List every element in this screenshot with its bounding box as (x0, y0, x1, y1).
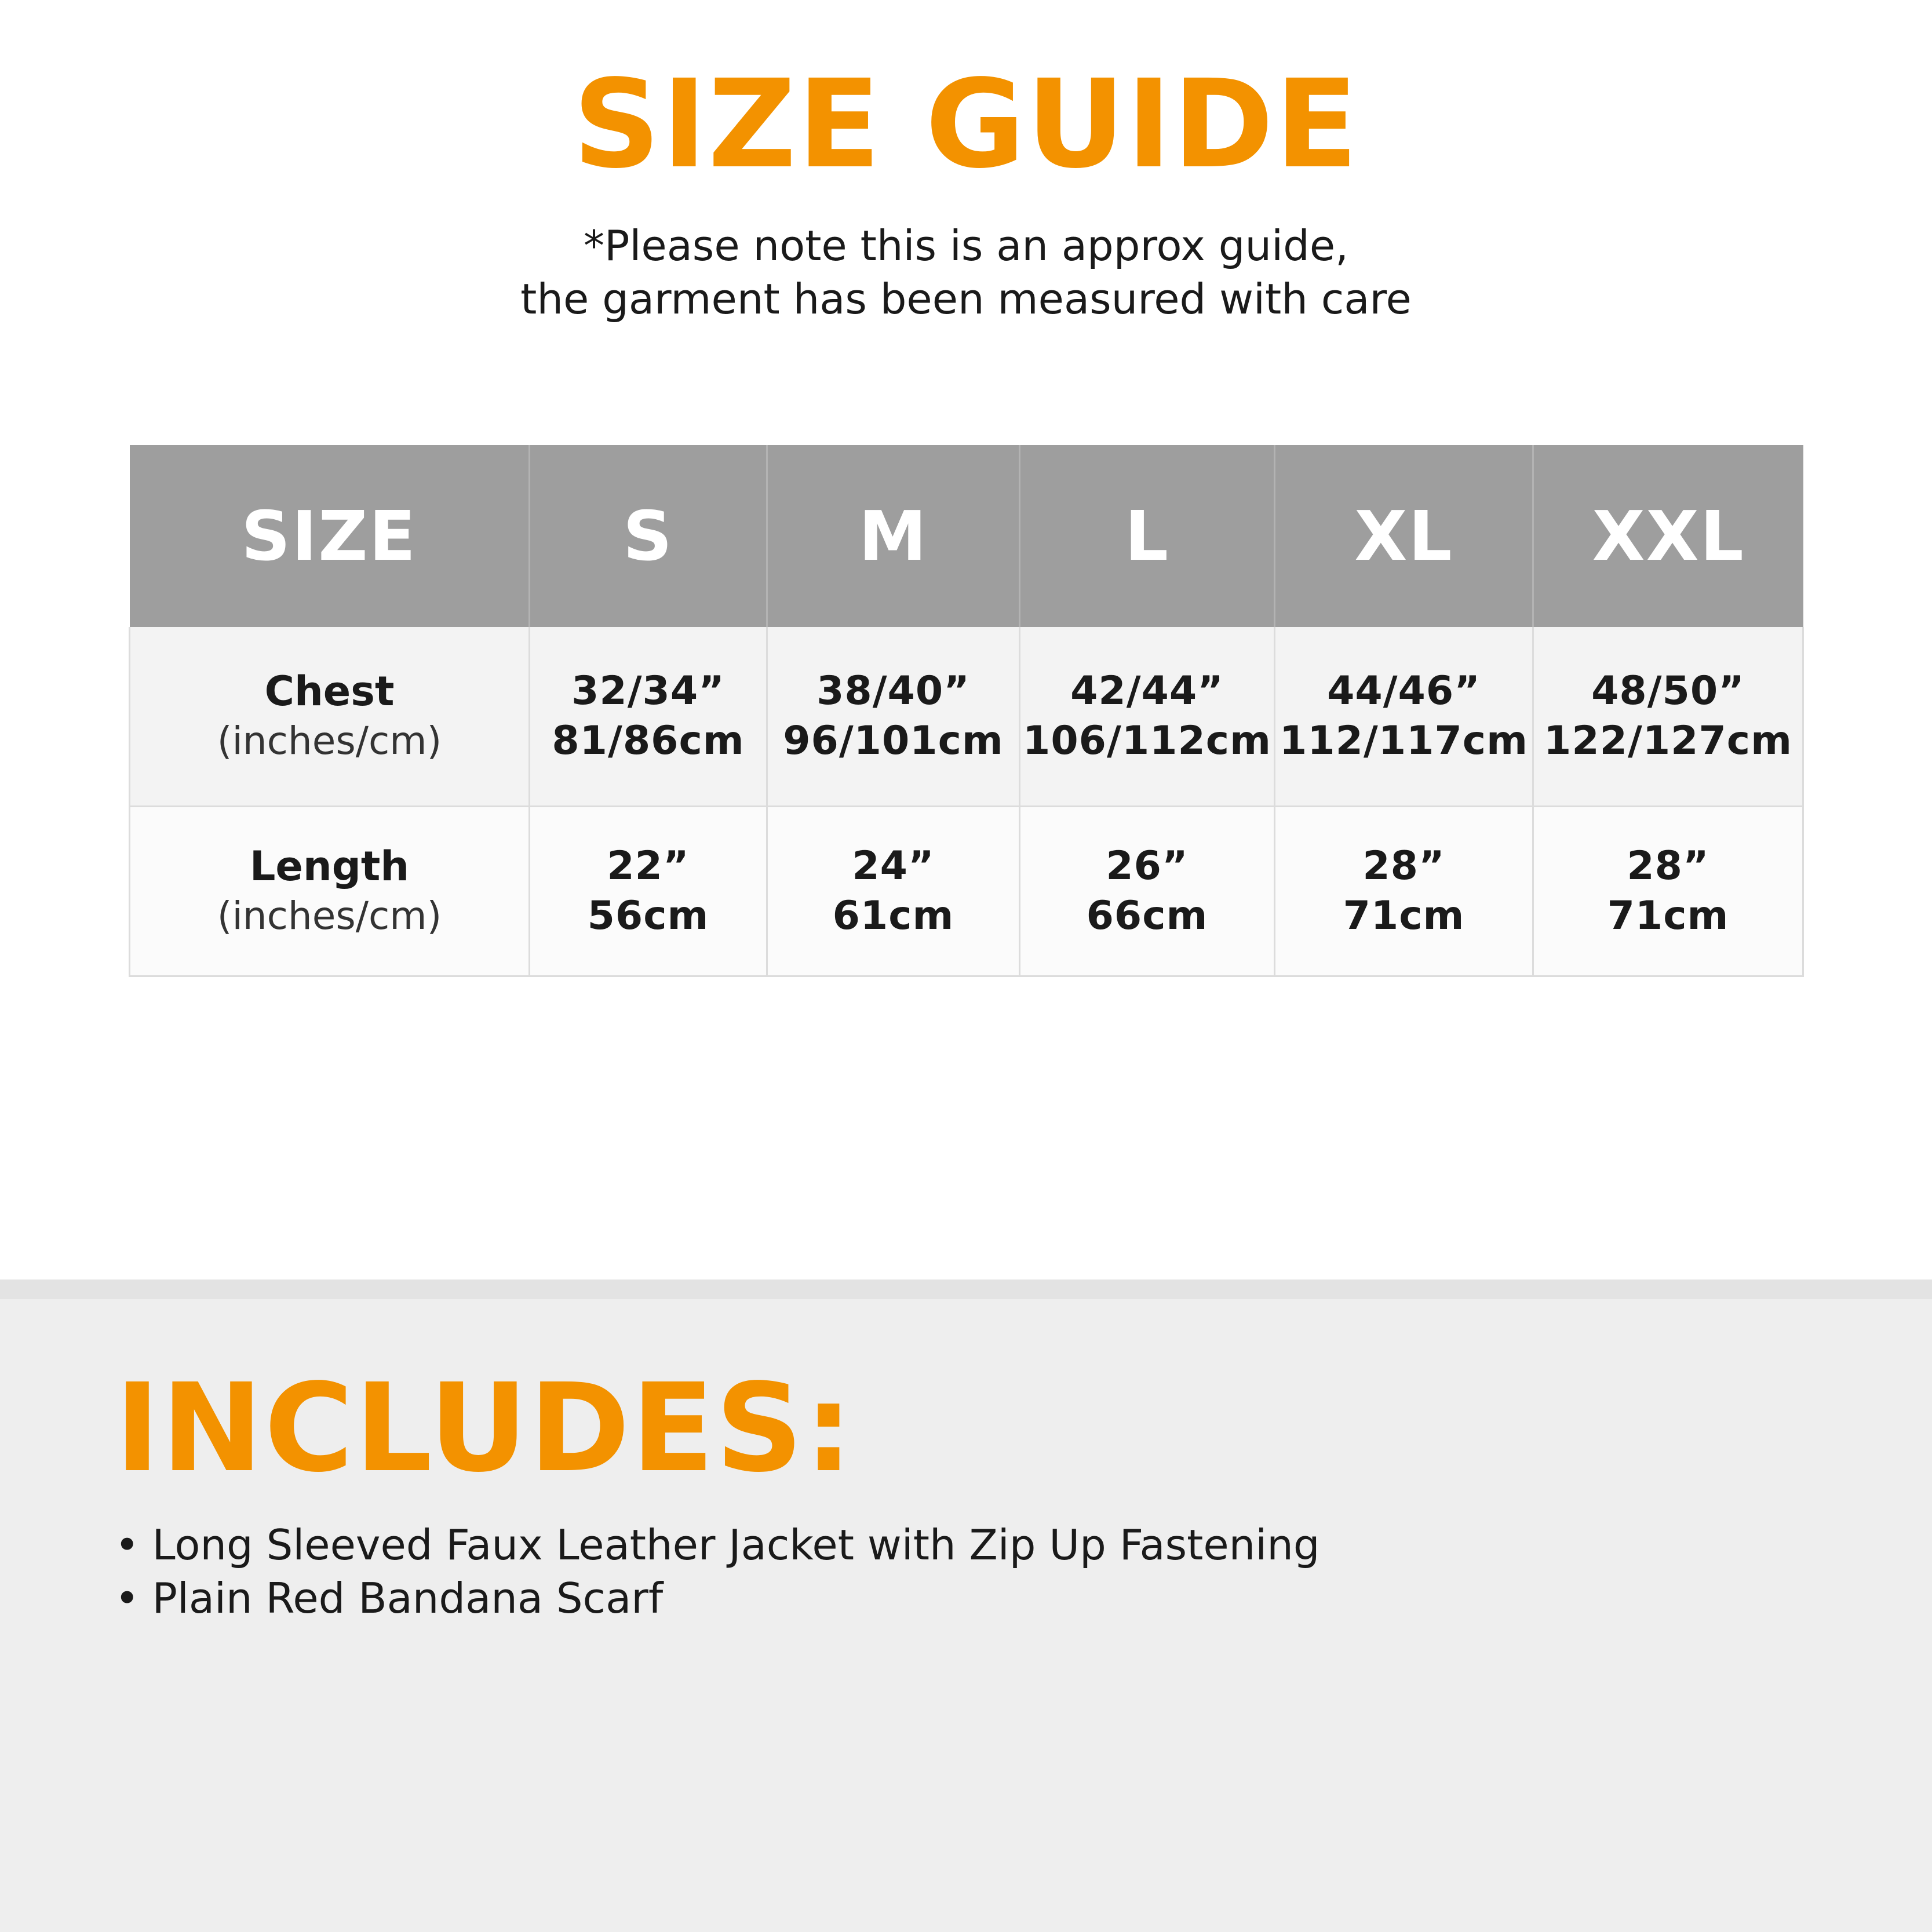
table-header-row (130, 445, 1803, 627)
includes-title: INCLUDES: (115, 1357, 854, 1499)
chest-s (530, 627, 767, 807)
row-label-chest (130, 627, 530, 807)
table-row-chest (130, 627, 1803, 807)
chest-xxl-inches: 48/50” (1591, 668, 1745, 714)
header-m: M (767, 445, 1020, 627)
chest-l-cm: 106/112cm (1023, 718, 1271, 764)
row-label: Length (249, 843, 410, 890)
length-m-cm: 61cm (832, 893, 954, 939)
header-size: SIZE (130, 445, 530, 627)
chest-xl-inches: 44/46” (1327, 668, 1481, 714)
length-xxl (1533, 807, 1803, 976)
header-xxl: XXL (1533, 445, 1803, 627)
row-label-length (130, 807, 530, 976)
chest-l (1020, 627, 1275, 807)
note-line-1: *Please note this is an approx guide, (583, 221, 1349, 270)
section-divider (0, 1280, 1932, 1299)
chest-m-inches: 38/40” (816, 668, 970, 714)
table-row-length (130, 807, 1803, 976)
length-l-cm: 66cm (1086, 893, 1208, 939)
chest-m (767, 627, 1020, 807)
length-xl (1275, 807, 1533, 976)
length-xxl-inches: 28” (1627, 843, 1709, 889)
length-l-inches: 26” (1106, 843, 1189, 889)
header-xl: XL (1275, 445, 1533, 627)
note-line-2: the garment has been measured with care (520, 275, 1412, 323)
chest-l-inches: 42/44” (1070, 668, 1224, 714)
length-xxl-cm: 71cm (1607, 893, 1729, 939)
row-unit: (inches/cm) (217, 894, 442, 938)
row-label: Chest (264, 668, 395, 715)
chest-m-cm: 96/101cm (783, 718, 1004, 764)
size-table (129, 445, 1804, 977)
length-m-inches: 24” (852, 843, 935, 889)
length-m (767, 807, 1020, 976)
header-s: S (530, 445, 767, 627)
includes-list (115, 1518, 1320, 1625)
length-xl-cm: 71cm (1343, 893, 1465, 939)
chest-xxl (1533, 627, 1803, 807)
length-s (530, 807, 767, 976)
length-l (1020, 807, 1275, 976)
row-unit: (inches/cm) (217, 719, 442, 763)
size-note (0, 219, 1932, 326)
header-l: L (1020, 445, 1275, 627)
list-item: • Long Sleeved Faux Leather Jacket with Zip Up Fastening (115, 1518, 1320, 1572)
chest-xxl-cm: 122/127cm (1544, 718, 1792, 764)
list-item: • Plain Red Bandana Scarf (115, 1572, 1320, 1625)
chest-s-cm: 81/86cm (552, 718, 745, 764)
length-s-inches: 22” (607, 843, 690, 889)
chest-s-inches: 32/34” (571, 668, 725, 714)
length-s-cm: 56cm (587, 893, 709, 939)
chest-xl-cm: 112/117cm (1280, 718, 1528, 764)
length-xl-inches: 28” (1362, 843, 1445, 889)
page-title: SIZE GUIDE (573, 53, 1359, 195)
chest-xl (1275, 627, 1533, 807)
